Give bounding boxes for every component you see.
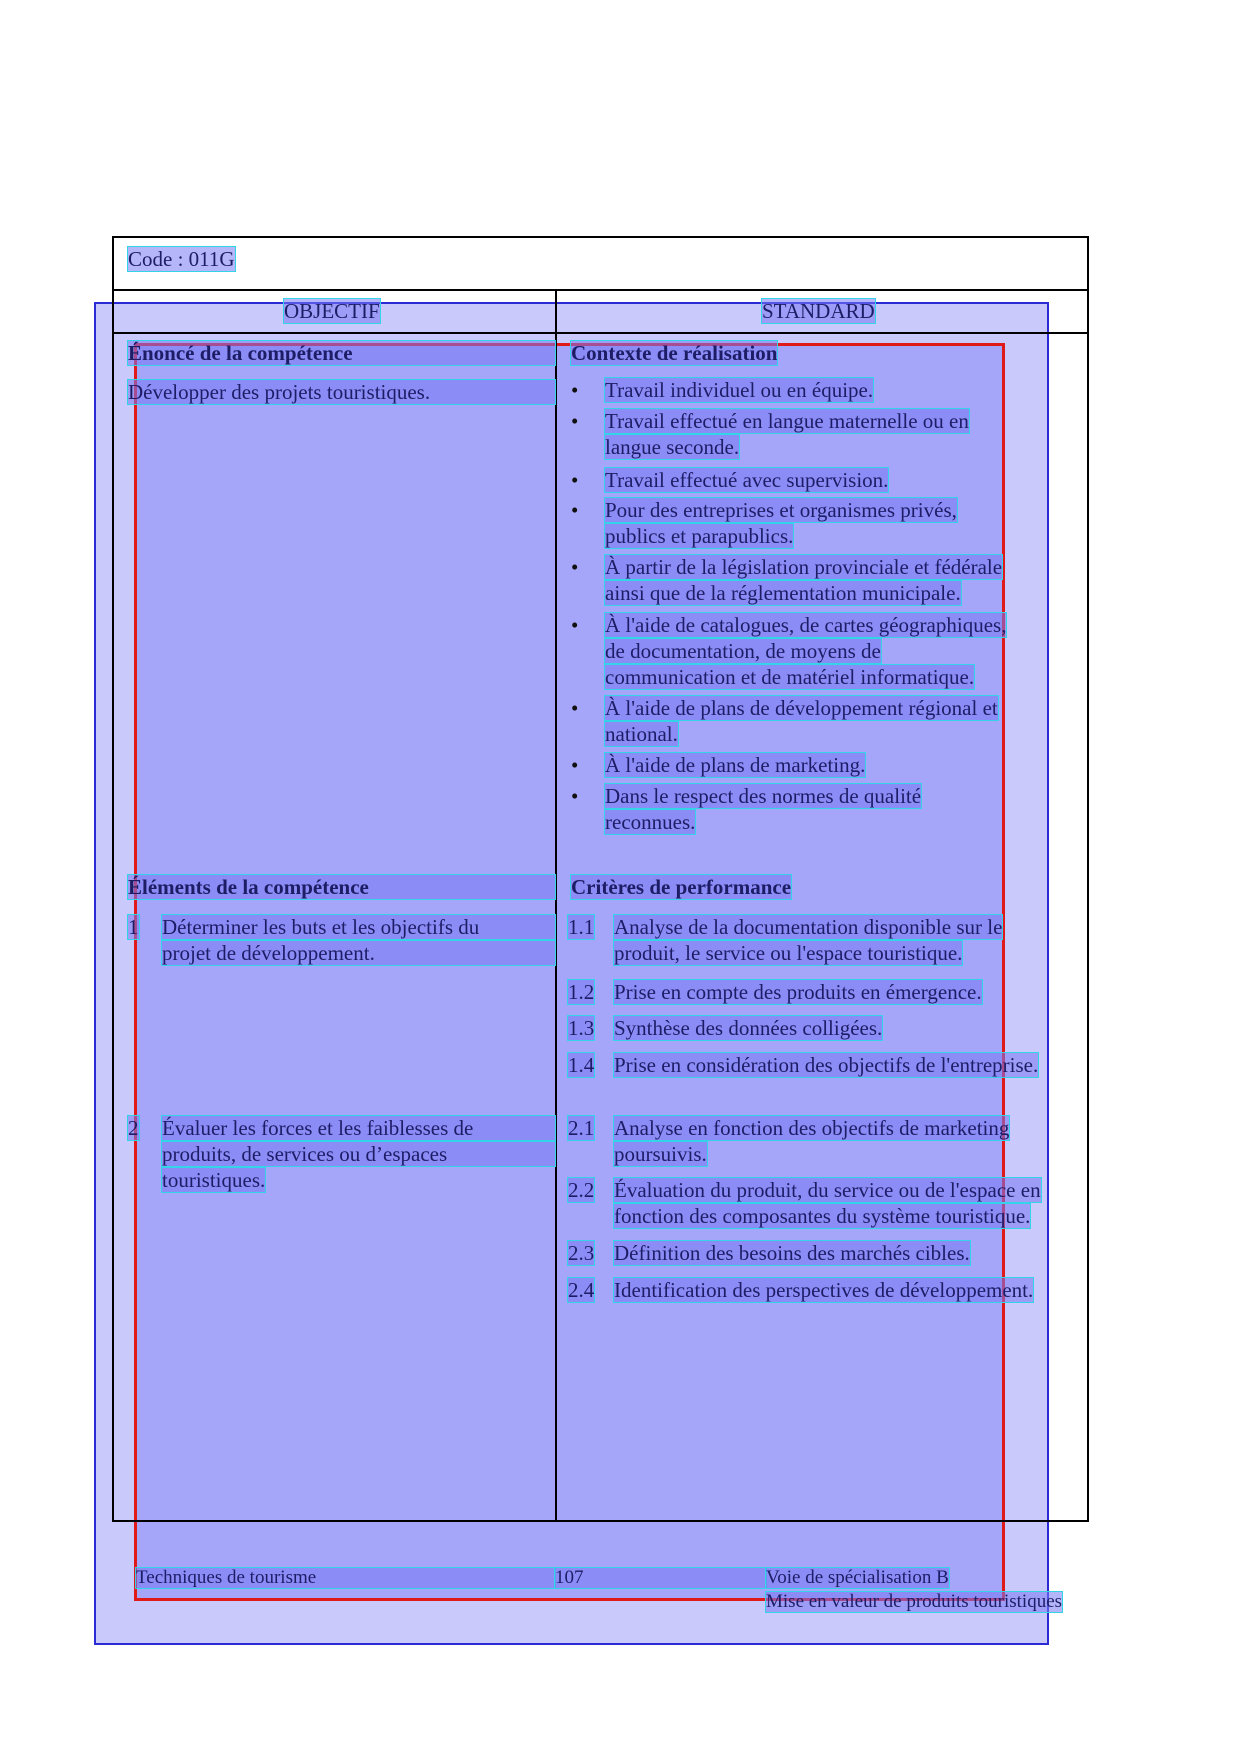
critere-line: poursuivis. (614, 1142, 707, 1166)
contexte-item-line: Travail individuel ou en équipe. (605, 378, 874, 402)
bullet-icon: • (571, 468, 579, 492)
critere-line: Prise en considération des objectifs de l'entreprise. (614, 1053, 1039, 1077)
element-2-line: touristiques. (162, 1168, 266, 1192)
elements-title: Éléments de la compétence (128, 875, 555, 899)
contexte-item-line: Dans le respect des normes de qualité (605, 784, 922, 808)
critere-line: Analyse de la documentation disponible sur le (614, 915, 1003, 939)
objectif-header: OBJECTIF (284, 299, 380, 323)
contexte-item-line: reconnues. (605, 810, 696, 834)
critere-number: 1.4 (568, 1053, 595, 1077)
contexte-item-line: Travail effectué avec supervision. (605, 468, 889, 492)
contexte-item-line: Travail effectué en langue maternelle ou en (605, 409, 969, 433)
critere-line: produit, le service ou l'espace touristique. (614, 941, 963, 965)
critere-number: 2.4 (568, 1278, 595, 1302)
bullet-icon: • (571, 409, 579, 433)
contexte-item-line: ainsi que de la réglementation municipale. (605, 581, 961, 605)
critere-line: fonction des composantes du système touristique. (614, 1204, 1031, 1228)
contexte-item-line: Pour des entreprises et organismes privés, (605, 498, 957, 522)
critere-line: Évaluation du produit, du service ou de l'espace en (614, 1178, 1041, 1202)
contexte-item-line: À l'aide de plans de développement régional et (605, 696, 998, 720)
contexte-item-line: À partir de la législation provinciale et fédérale (605, 555, 1003, 579)
critere-line: Prise en compte des produits en émergence. (614, 980, 982, 1004)
standard-header: STANDARD (762, 299, 875, 323)
contexte-item-line: langue seconde. (605, 435, 740, 459)
footer-program: Techniques de tourisme (136, 1568, 555, 1588)
contexte-item-line: À l'aide de catalogues, de cartes géographiques, (605, 613, 1007, 637)
contexte-item-line: de documentation, de moyens de (605, 639, 881, 663)
element-2-line: Évaluer les forces et les faiblesses de (162, 1116, 555, 1140)
bullet-icon: • (571, 378, 579, 402)
bullet-icon: • (571, 753, 579, 777)
bullet-icon: • (571, 696, 579, 720)
bullet-icon: • (571, 498, 579, 522)
bullet-icon: • (571, 555, 579, 579)
element-2-number: 2 (128, 1116, 139, 1140)
element-1-number: 1 (128, 915, 139, 939)
critere-number: 2.1 (568, 1116, 595, 1140)
bullet-icon: • (571, 784, 579, 808)
footer-course: Mise en valeur de produits touristiques (766, 1591, 1063, 1612)
contexte-item-line: publics et parapublics. (605, 524, 794, 548)
critere-number: 1.2 (568, 980, 595, 1004)
code-label: Code : 011G (128, 247, 235, 271)
column-divider (555, 290, 557, 1521)
element-1-line: projet de développement. (162, 941, 555, 965)
critere-number: 2.3 (568, 1241, 595, 1265)
bullet-icon: • (571, 613, 579, 637)
element-2-line: produits, de services ou d’espaces (162, 1142, 555, 1166)
element-1-line: Déterminer les buts et les objectifs du (162, 915, 555, 939)
footer-page-number: 107 (555, 1568, 766, 1588)
critere-line: Identification des perspectives de développement. (614, 1278, 1034, 1302)
critere-line: Analyse en fonction des objectifs de marketing (614, 1116, 1010, 1140)
enonce-text: Développer des projets touristiques. (128, 380, 555, 404)
divider-header (112, 332, 1089, 334)
contexte-item-line: À l'aide de plans de marketing. (605, 753, 866, 777)
critere-number: 2.2 (568, 1178, 595, 1202)
contexte-item-line: national. (605, 722, 678, 746)
critere-line: Synthèse des données colligées. (614, 1016, 883, 1040)
contexte-item-line: communication et de matériel informatique. (605, 665, 975, 689)
divider-code (112, 289, 1089, 291)
contexte-title: Contexte de réalisation (571, 341, 778, 365)
critere-number: 1.1 (568, 915, 595, 939)
critere-line: Définition des besoins des marchés cibles. (614, 1241, 970, 1265)
footer-track: Voie de spécialisation B (766, 1567, 949, 1588)
critere-number: 1.3 (568, 1016, 595, 1040)
criteres-title: Critères de performance (571, 875, 792, 899)
enonce-title: Énoncé de la compétence (128, 341, 555, 365)
